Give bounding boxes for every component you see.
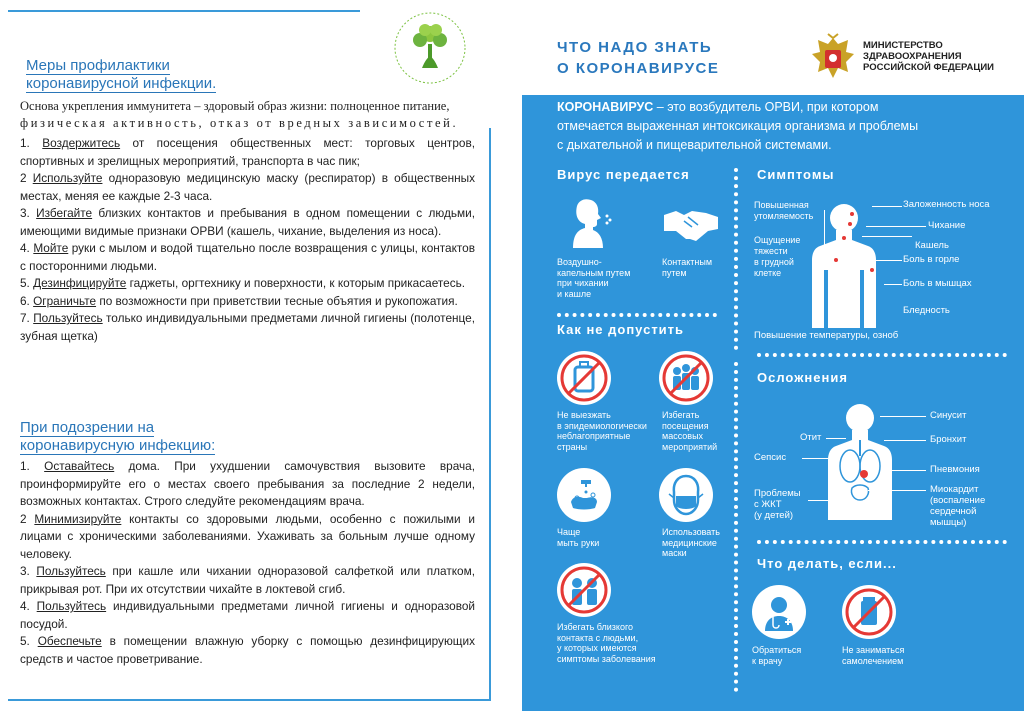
poster-title bbox=[557, 37, 757, 79]
symptom-fatigue: Повышенная утомляемость bbox=[754, 200, 814, 221]
symptom-sore-throat: Боль в горле bbox=[903, 254, 960, 265]
connector-line bbox=[802, 458, 828, 459]
ministry-name bbox=[863, 40, 1013, 73]
connector-line bbox=[868, 490, 926, 491]
divider-symptoms bbox=[757, 353, 1007, 357]
connector-line bbox=[846, 260, 902, 261]
suspicion-title-line2: коронавирусную инфекцию: bbox=[20, 437, 216, 454]
no-travel-icon bbox=[557, 351, 611, 405]
measure-verb: Воздержитесь bbox=[42, 136, 121, 150]
definition-line3: с дыхательной и пищеварительной системами. bbox=[557, 138, 832, 152]
connector-line bbox=[884, 440, 926, 441]
complication-gi-problems: Проблемы с ЖКТ (у детей) bbox=[754, 488, 801, 521]
symptom-nasal-congestion: Заложенность носа bbox=[903, 199, 990, 210]
suspicion-title bbox=[20, 419, 320, 455]
action-text: при кашле или чихании одноразовой салфеткой или платком, прикрывая рот. При их отсутствии чихайте в локтевой сгиб. bbox=[20, 564, 476, 596]
complication-sinusitis: Синусит bbox=[930, 410, 967, 421]
connector-line bbox=[826, 438, 846, 439]
avoid-sick-contact-icon bbox=[557, 563, 611, 617]
ministry-emblem-icon bbox=[810, 32, 856, 84]
vertical-divider-top bbox=[734, 168, 738, 350]
poster-title-line2: О КОРОНАВИРУСЕ bbox=[557, 60, 720, 77]
complication-otitis: Отит bbox=[800, 432, 822, 443]
action-item bbox=[20, 563, 475, 598]
action-item bbox=[20, 458, 475, 511]
prevent-caption-1: Не выезжать в эпидемиологически неблагоприятные страны bbox=[557, 410, 647, 452]
connector-line bbox=[880, 416, 926, 417]
poster-title-line1: ЧТО НАДО ЗНАТЬ bbox=[557, 39, 713, 56]
action-number: 5. bbox=[20, 634, 38, 648]
action-verb: Минимизируйте bbox=[34, 511, 122, 526]
prevent-caption-4: Использовать медицинские маски bbox=[662, 527, 720, 558]
intro-line1: Основа укрепления иммунитета – здоровый образ жизни: полноценное питание, bbox=[20, 99, 450, 113]
symptom-chest-heaviness: Ощущение тяжести в грудной клетке bbox=[754, 235, 801, 278]
whattodo-caption-2: Не заниматься самолечением bbox=[842, 645, 905, 666]
suspicion-title-line1: При подозрении на bbox=[20, 419, 155, 436]
action-text: в помещении влажную уборку с помощью дезинфицирующих средств и частое проветривание. bbox=[20, 634, 475, 666]
action-verb: Пользуйтесь bbox=[36, 564, 106, 578]
complication-bronchitis: Бронхит bbox=[930, 434, 967, 445]
connector-line bbox=[808, 500, 838, 501]
prevent-title: Как не допустить bbox=[557, 322, 685, 337]
complication-myocarditis: Миокардит (воспаление сердечной мышцы) bbox=[930, 484, 986, 528]
action-text: дома. При ухудшении самочувствия вызовите врача, проинформируйте его о местах своего пребывания за последние 2 недели, возможных контактах. Строго следуйте рекомендациям врача. bbox=[20, 459, 475, 508]
measure-item bbox=[20, 205, 475, 240]
measure-number: 4. bbox=[20, 241, 34, 255]
connector-line bbox=[866, 226, 926, 227]
measure-item bbox=[20, 275, 475, 293]
intro-text bbox=[20, 98, 475, 132]
symptoms-title: Симптомы bbox=[757, 167, 835, 182]
connector-line bbox=[884, 284, 902, 285]
connector-line bbox=[872, 206, 902, 207]
measure-number: 6. bbox=[20, 293, 34, 308]
frame-top-border bbox=[8, 10, 360, 12]
measure-text: по возможности при приветствии тесные объятия и рукопожатия. bbox=[96, 293, 458, 308]
definition-keyword: КОРОНАВИРУС bbox=[557, 100, 654, 114]
definition-text bbox=[557, 98, 997, 155]
symptom-fever: Повышение температуры, озноб bbox=[754, 330, 899, 341]
measure-text: только индивидуальными предметами личной гигиены (полотенце, зубная щетка) bbox=[20, 311, 475, 343]
airborne-caption: Воздушно- капельным путем при чихании и кашле bbox=[557, 257, 631, 299]
handshake-icon bbox=[662, 205, 720, 243]
divider-transmission bbox=[557, 313, 717, 317]
prevent-caption-2: Избегать посещения массовых мероприятий bbox=[662, 410, 718, 452]
action-number: 2 bbox=[20, 511, 35, 526]
complication-pneumonia: Пневмония bbox=[930, 464, 980, 475]
measure-number: 3. bbox=[20, 206, 37, 220]
action-verb: Обеспечьте bbox=[37, 634, 102, 648]
prevention-title-line1: Меры профилактики bbox=[26, 57, 170, 74]
action-item bbox=[20, 598, 475, 633]
internal-organs-icon bbox=[820, 400, 900, 520]
no-self-medication-icon bbox=[842, 585, 896, 639]
measure-text: близких контактов и пребывания в одном помещении с людьми, имеющими видимые признаки ОРВИ (кашель, чихание, выделения из носа). bbox=[20, 206, 475, 238]
action-text: индивидуальными предметами личной гигиены и одноразовой посудой. bbox=[20, 599, 475, 631]
measure-verb: Используйте bbox=[32, 171, 103, 185]
definition-line2: отмечается выраженная интоксикация организма и проблемы bbox=[557, 119, 919, 133]
action-number: 4. bbox=[20, 599, 37, 613]
connector-line bbox=[862, 236, 912, 237]
doctor-icon bbox=[752, 585, 806, 639]
measure-number: 7. bbox=[20, 311, 34, 325]
medical-mask-icon bbox=[659, 468, 713, 522]
divider-complications bbox=[757, 540, 1007, 544]
vertical-divider-bottom bbox=[734, 362, 738, 692]
prevent-caption-3: Чаще мыть руки bbox=[557, 527, 600, 548]
health-logo-icon bbox=[392, 10, 468, 86]
measure-number: 1. bbox=[20, 136, 43, 150]
action-item bbox=[20, 633, 475, 668]
measure-verb: Пользуйтесь bbox=[33, 311, 103, 325]
measure-text: гаджеты, оргтехнику и поверхности, к которым прикасаетесь. bbox=[126, 276, 466, 290]
action-number: 1. bbox=[20, 459, 45, 473]
prevention-title-line2: коронавирусной инфекции. bbox=[26, 75, 217, 92]
frame-bottom-border bbox=[8, 699, 491, 701]
measure-text: одноразовую медицинскую маску (респиратор) в общественных местах, меняя ее каждые 2-3 часа. bbox=[20, 171, 475, 203]
prevention-measures-list bbox=[20, 135, 475, 345]
ministry-line2: ЗДРАВООХРАНЕНИЯ bbox=[863, 51, 962, 62]
measure-verb: Избегайте bbox=[36, 206, 93, 220]
complications-title: Осложнения bbox=[757, 370, 848, 385]
transmission-title: Вирус передается bbox=[557, 167, 690, 182]
wash-hands-icon bbox=[557, 468, 611, 522]
measure-text: от посещения общественных мест: торговых центров, спортивных и зрелищных мероприятий, транспорта в час пик; bbox=[20, 136, 475, 168]
whattodo-caption-1: Обратиться к врачу bbox=[752, 645, 802, 666]
ministry-line3: РОССИЙСКОЙ ФЕДЕРАЦИИ bbox=[863, 62, 995, 73]
action-item bbox=[20, 511, 475, 564]
prevent-caption-5: Избегать близкого контакта с людьми, у которых имеются симптомы заболевания bbox=[557, 622, 656, 664]
intro-line2: физическая активность, отказ от вредных зависимостей. bbox=[20, 116, 459, 130]
measure-verb: Ограничьте bbox=[33, 293, 97, 308]
measure-verb: Дезинфицируйте bbox=[33, 276, 127, 290]
frame-right-border bbox=[489, 128, 491, 700]
measure-item bbox=[20, 240, 475, 275]
connector-line bbox=[890, 470, 926, 471]
no-crowds-icon bbox=[659, 351, 713, 405]
symptom-sneezing: Чихание bbox=[928, 220, 966, 231]
measure-item bbox=[20, 170, 475, 205]
complication-sepsis: Сепсис bbox=[754, 452, 787, 463]
symptom-pallor: Бледность bbox=[903, 305, 950, 316]
connector-line bbox=[824, 210, 825, 250]
measure-item bbox=[20, 293, 475, 311]
action-number: 3. bbox=[20, 564, 37, 578]
prevention-title bbox=[26, 57, 286, 93]
definition-line1: – это возбудитель ОРВИ, при котором bbox=[653, 100, 879, 114]
measure-number: 2 bbox=[20, 171, 33, 185]
suspicion-actions-list bbox=[20, 458, 475, 668]
symptom-muscle-pain: Боль в мышцах bbox=[903, 278, 972, 289]
whattodo-title: Что делать, если... bbox=[757, 556, 897, 571]
measure-verb: Мойте bbox=[33, 241, 69, 255]
measure-item bbox=[20, 135, 475, 170]
measure-text: руки с мылом и водой тщательно после возвращения с улицы, контактов с посторонними людьми. bbox=[20, 241, 476, 273]
ministry-line1: МИНИСТЕРСТВО bbox=[863, 40, 943, 51]
action-text: контакты со здоровыми людьми, особенно с пожилыми и лицами с хроническими заболеваниями. Ухаживать за больным лучше одному человеку. bbox=[20, 511, 476, 561]
action-verb: Пользуйтесь bbox=[36, 599, 107, 613]
action-verb: Оставайтесь bbox=[44, 459, 115, 473]
contact-caption: Контактным путем bbox=[662, 257, 713, 278]
measure-item bbox=[20, 310, 475, 345]
measure-number: 5. bbox=[20, 276, 34, 290]
cough-person-icon bbox=[563, 196, 613, 248]
symptom-cough: Кашель bbox=[915, 240, 949, 251]
